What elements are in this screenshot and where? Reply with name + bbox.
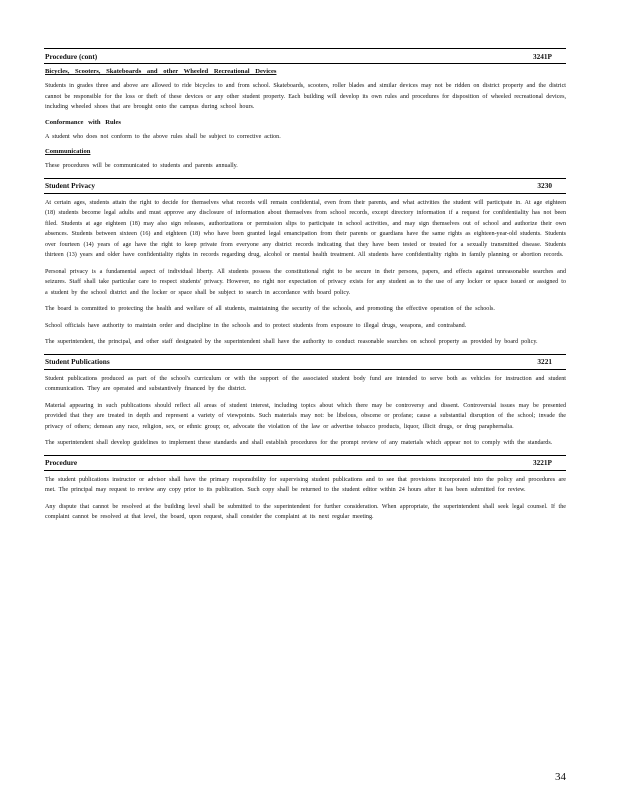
section-header-code: 3221: [537, 357, 552, 366]
section-header-title: Student Privacy: [45, 181, 96, 190]
section-header: [44, 455, 566, 471]
paragraph: These procedures will be communicated to students and parents annually.: [45, 163, 238, 169]
section-header-title: Procedure (cont): [45, 51, 98, 61]
paragraph: At certain ages, students attain the right to decide for themselves what records will remain confidential, even from their parents, and what activities the student will participate in. At age eighteen (18) students become legal adults and must approve any disclosure of information about themselves from school records, except directory information if a request for confidentiality has not been filed. Students at age eighteen (18) may also sign releases, authorizations or permission slips to participate in school activities, and may sign themselves out of school and authorize their own absences. Students between sixteen (16) and eighteen (18) who have been granted legal emancipation from their parents or guardians have the same rights as eighteen-year-old students. Students over fourteen (14) years of age have the right to keep private from everyone any district records indicating that they have been tested or treated for a sexually transmitted disease. Students thirteen (13) years and older have confidentiality rights in records regarding drug, alcohol or mental health treatment. All students have confidentiality rights in family planning or abortion records.: [45, 199, 566, 258]
paragraph: Material appearing in such publications should reflect all areas of student interest, including topics about which there may be controversy and dissent. Controversial issues may be presented provided that they are treated in depth and represent a variety of viewpoints. Such materials may not: be libelous, obscene or profane; cause a substantial disruption of the school; invade the privacy of others; demean any race, religion, sex, or ethnic group; or, advocate the violation of the law or advertise tobacco products, liquor, illicit drugs, or drug paraphernalia.: [45, 402, 566, 430]
paragraph: The student publications instructor or advisor shall have the primary responsibility for supervising student publications and to see that provisions incorporated into the policy and procedures are met. The principal may request to review any copy prior to its publication. Such copy shall be returned to the student editor within 24 hours after it has been submitted for review.: [45, 476, 566, 493]
section-header-code: 3230: [537, 181, 552, 190]
section-header: [44, 178, 566, 194]
section-header: [44, 354, 566, 370]
document-page: [44, 48, 566, 529]
paragraph: A student who does not conform to the above rules shall be subject to corrective action.: [45, 133, 281, 140]
section-subtitle: Bicycles, Scooters, Skateboards and other Wheeled Recreational Devices: [45, 68, 277, 75]
subsection-heading: Conformance with Rules: [45, 118, 121, 126]
section-header-title: Student Publications: [45, 357, 110, 366]
paragraph: Student publications produced as part of the school's curriculum or with the support of the associated student body fund are intended to serve both as vehicles for instruction and student communication. They are operated and substantively financed by the district.: [45, 375, 566, 392]
paragraph: The board is committed to protecting the health and welfare of all students, maintaining the security of the schools, and promoting the effective operation of the schools.: [45, 306, 495, 312]
section-header-code: 3241P: [532, 51, 552, 61]
paragraph: School officials have authority to maintain order and discipline in the schools and to protect students from exposure to illegal drugs, weapons, and contraband.: [45, 322, 467, 329]
paragraph: Students in grades three and above are allowed to ride bicycles to and from school. Skateboards, scooters, roller blades and similar devices may not be ridden on district property and the district cannot be responsible for the loss or theft of these devices or any other student property. Each building will develop its own rules and procedures for disposition of wheeled recreational devices, including wheeled shoes that are brought onto the campus during school hours.: [45, 83, 566, 110]
section-header-title: Procedure: [45, 458, 78, 467]
paragraph: Any dispute that cannot be resolved at the building level shall be submitted to the superintendent for further consideration. When appropriate, the superintendent shall seek legal counsel. If the complaint cannot be resolved at that level, the board, upon request, shall consider the complaint at its next regular meeting.: [45, 503, 566, 520]
page-number: 34: [555, 771, 566, 783]
paragraph: Personal privacy is a fundamental aspect of individual liberty. All students possess the constitutional right to be secure in their persons, papers, and effects against unreasonable searches and seizures. Staff shall take particular care to respect students' privacy. However, no right nor expectation of privacy exists for any student as to the use of any locker or space issued or assigned to a student by the school district and the locker or space shall be subject to search in accordance with board policy.: [45, 268, 566, 296]
section-header: [44, 48, 566, 64]
subsection-heading: Communication: [45, 148, 91, 155]
section-header-code: 3221P: [532, 458, 552, 467]
paragraph: The superintendent, the principal, and other staff designated by the superintendent shall have the authority to conduct reasonable searches on school property as provided by board policy.: [45, 339, 538, 345]
paragraph: The superintendent shall develop guidelines to implement these standards and shall establish procedures for the prompt review of any materials which appear not to comply with the standards.: [45, 440, 553, 446]
